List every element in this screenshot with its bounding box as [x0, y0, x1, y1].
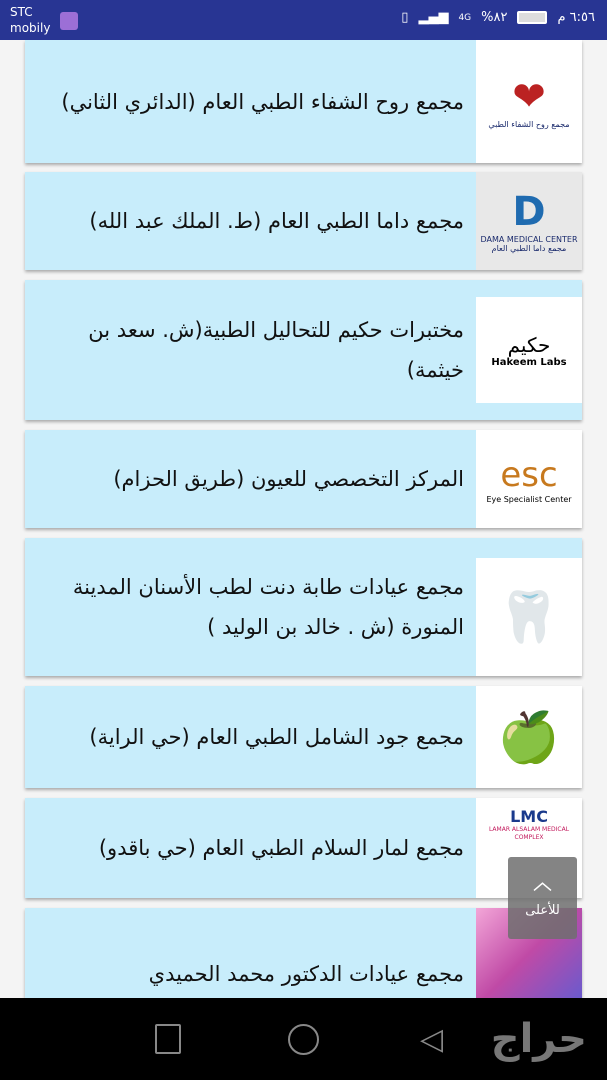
logo-text: مجمع روح الشفاء الطبي	[488, 120, 570, 129]
vibrate-icon: ▯	[401, 10, 409, 25]
list-item[interactable]	[25, 798, 582, 898]
logo-text: DAMA MEDICAL CENTER	[480, 235, 578, 244]
logo-text: Hakeem Labs	[491, 356, 567, 368]
home-button[interactable]	[288, 1024, 319, 1055]
logo-subtext: حكيم	[507, 332, 551, 357]
battery-percent: %٨٢	[481, 10, 508, 25]
logo-text: LMC	[510, 807, 548, 826]
list-item[interactable]	[25, 430, 582, 528]
clinic-title: مجمع داما الطبي العام (ط. الملك عبد الله)	[89, 209, 464, 233]
clinic-title: مجمع روح الشفاء الطبي العام (الدائري الثاني)	[61, 89, 464, 114]
clinic-title: مجمع جود الشامل الطبي العام (حي الراية)	[89, 725, 464, 749]
clinic-logo	[476, 297, 582, 403]
logo-subtext: Eye Specialist Center	[486, 494, 572, 504]
recent-apps-button[interactable]	[155, 1024, 181, 1054]
logo-text: esc	[500, 454, 558, 495]
logo-text: 🦷	[497, 587, 561, 646]
list-item[interactable]	[25, 908, 582, 998]
scroll-to-top-label: للأعلى	[525, 903, 560, 918]
list-item[interactable]	[25, 538, 582, 676]
signal-icon: ▂▄▆	[418, 10, 449, 25]
clinic-title: مختبرات حكيم للتحاليل الطبية(ش. سعد بن خيثمة)	[88, 318, 464, 382]
clinic-logo: D DAMA MEDICAL CENTER مجمع داما الطبي العام	[476, 172, 582, 270]
clinic-title: مجمع عيادات طابة دنت لطب الأسنان المدينة المنورة (ش . خالد بن الوليد )	[72, 575, 464, 639]
logo-subtext: مجمع داما الطبي العام	[491, 244, 567, 253]
clinic-title: مجمع لمار السلام الطبي العام (حي باقدو)	[98, 836, 464, 860]
logo-subtext: LAMAR ALSALAM MEDICAL COMPLEX	[488, 826, 570, 841]
list-item[interactable]	[25, 686, 582, 788]
logo-text: 🍏	[497, 707, 561, 766]
list-item[interactable]	[25, 172, 582, 270]
carrier-name-2: mobily	[10, 21, 51, 35]
carrier-name: STC	[10, 5, 33, 19]
navigation-bar	[0, 998, 607, 1080]
clinic-logo	[476, 430, 582, 528]
clinic-list[interactable]	[0, 40, 607, 998]
haraj-watermark: حراج	[490, 1016, 587, 1062]
clinic-title: مجمع عيادات الدكتور محمد الحميدي	[148, 962, 464, 986]
back-button[interactable]: ◁	[420, 1022, 444, 1057]
carrier	[10, 4, 50, 36]
clinic-title: المركز التخصصي للعيون (طريق الحزام)	[113, 467, 464, 491]
scroll-to-top-button[interactable]	[508, 857, 577, 939]
battery-icon	[517, 11, 547, 24]
clinic-logo	[476, 558, 582, 676]
chevron-up-icon: ︿	[533, 873, 552, 894]
list-item[interactable]	[25, 280, 582, 420]
network-type: 4G	[458, 12, 472, 23]
status-bar	[0, 0, 607, 40]
list-item[interactable]	[25, 40, 582, 163]
gallery-notification-icon	[60, 12, 78, 30]
clinic-logo: ❤ مجمع روح الشفاء الطبي	[476, 40, 582, 163]
clock: ٦:٥٦ م	[557, 10, 595, 25]
clinic-logo	[476, 686, 582, 788]
